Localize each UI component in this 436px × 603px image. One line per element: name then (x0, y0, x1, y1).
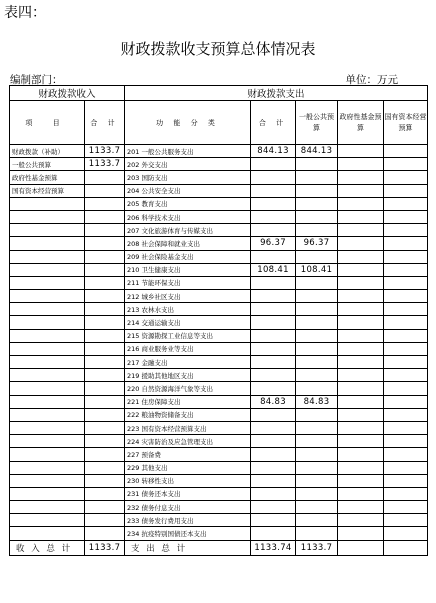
expense-general-cell (296, 421, 338, 434)
expense-general-cell (296, 342, 338, 355)
income-item-cell (10, 237, 85, 250)
income-item-cell (10, 448, 85, 461)
expense-general-cell (296, 290, 338, 303)
income-total-cell (85, 421, 125, 434)
expense-total-cell (251, 197, 296, 210)
expense-category-cell: 213 农林水支出 (125, 303, 251, 316)
table-row (10, 329, 428, 342)
table-row (10, 395, 428, 408)
expense-fund-cell (338, 435, 384, 448)
expense-total-cell (251, 158, 296, 171)
table-row (10, 474, 428, 487)
expense-capital-cell (384, 276, 428, 289)
col-capital-budget-header: 国有资本经营预算 (384, 101, 428, 145)
income-item-cell (10, 276, 85, 289)
income-item-cell (10, 224, 85, 237)
expense-total-cell (251, 356, 296, 369)
income-item-cell (10, 435, 85, 448)
income-total-cell (85, 448, 125, 461)
expense-category-cell: 207 文化旅游体育与传媒支出 (125, 224, 251, 237)
income-total-cell (85, 435, 125, 448)
table-row (10, 276, 428, 289)
table-row (10, 303, 428, 316)
income-total-cell (85, 395, 125, 408)
expense-category-cell: 204 公共安全支出 (125, 184, 251, 197)
expense-fund-cell (338, 276, 384, 289)
expense-total-cell (251, 461, 296, 474)
expense-general-cell (296, 210, 338, 223)
expense-fund-cell (338, 487, 384, 500)
income-item-cell (10, 329, 85, 342)
expense-fund-cell (338, 316, 384, 329)
income-group-header: 财政拨款收入 (10, 86, 125, 101)
table-row (10, 197, 428, 210)
table-row (10, 501, 428, 514)
expense-general-cell (296, 501, 338, 514)
table-row (10, 224, 428, 237)
expense-category-cell: 224 灾害防治及应急管理支出 (125, 435, 251, 448)
table-row (10, 382, 428, 395)
income-total-cell (85, 263, 125, 276)
expense-total-cell: 108.41 (251, 263, 296, 276)
income-total-cell (85, 527, 125, 540)
expense-general-cell (296, 356, 338, 369)
col-fund-budget-header: 政府性基金预算 (338, 101, 384, 145)
expense-category-cell: 216 商业服务业等支出 (125, 342, 251, 355)
table-row (10, 369, 428, 382)
income-item-cell (10, 408, 85, 421)
expense-general-cell (296, 184, 338, 197)
table-row (10, 342, 428, 355)
expense-total-cell (251, 369, 296, 382)
expense-fund-cell (338, 342, 384, 355)
expense-general-cell (296, 448, 338, 461)
expense-group-header: 财政拨款支出 (125, 86, 428, 101)
income-total-cell (85, 487, 125, 500)
expense-category-cell: 222 粮油物资储备支出 (125, 408, 251, 421)
income-item-cell (10, 514, 85, 527)
expense-general-cell (296, 487, 338, 500)
expense-total-cell (251, 184, 296, 197)
income-total-cell (85, 316, 125, 329)
expense-capital-total (384, 540, 428, 555)
col-general-budget-header: 一般公共预算 (296, 101, 338, 145)
expense-capital-cell (384, 329, 428, 342)
table-row (10, 184, 428, 197)
table-row (10, 435, 428, 448)
expense-capital-cell (384, 263, 428, 276)
income-total-cell (85, 369, 125, 382)
income-grand-total: 1133.7 (85, 540, 125, 555)
expense-capital-cell (384, 527, 428, 540)
table-row (10, 237, 428, 250)
expense-fund-cell (338, 250, 384, 263)
income-item-cell: 财政拨款（补助） (10, 145, 85, 158)
income-item-cell (10, 263, 85, 276)
expense-general-cell (296, 224, 338, 237)
income-item-cell (10, 474, 85, 487)
income-total-cell (85, 356, 125, 369)
table-row (10, 263, 428, 276)
expense-total-cell: 844.13 (251, 145, 296, 158)
expense-capital-cell (384, 342, 428, 355)
expense-total-label: 支 出 总 计 (125, 540, 251, 555)
expense-fund-cell (338, 329, 384, 342)
expense-general-cell (296, 158, 338, 171)
income-item-cell (10, 356, 85, 369)
expense-category-cell: 232 债务付息支出 (125, 501, 251, 514)
table-row (10, 171, 428, 184)
income-item-cell (10, 487, 85, 500)
income-item-cell (10, 527, 85, 540)
expense-total-cell (251, 421, 296, 434)
expense-general-cell (296, 329, 338, 342)
expense-fund-cell (338, 514, 384, 527)
income-total-cell (85, 329, 125, 342)
table-row (10, 210, 428, 223)
expense-category-cell: 212 城乡社区支出 (125, 290, 251, 303)
expense-fund-cell (338, 408, 384, 421)
expense-capital-cell (384, 461, 428, 474)
expense-category-cell: 211 节能环保支出 (125, 276, 251, 289)
expense-general-cell (296, 197, 338, 210)
expense-general-total: 1133.7 (296, 540, 338, 555)
expense-general-cell (296, 461, 338, 474)
expense-fund-cell (338, 461, 384, 474)
expense-capital-cell (384, 171, 428, 184)
col-category-header: 功 能 分 类 (125, 101, 251, 145)
expense-capital-cell (384, 356, 428, 369)
expense-capital-cell (384, 395, 428, 408)
expense-category-cell: 227 预备费 (125, 448, 251, 461)
expense-fund-cell (338, 303, 384, 316)
income-total-cell (85, 276, 125, 289)
expense-general-cell (296, 276, 338, 289)
table-row (10, 421, 428, 434)
income-total-cell (85, 514, 125, 527)
expense-total-cell: 96.37 (251, 237, 296, 250)
expense-fund-cell (338, 263, 384, 276)
table-row (10, 461, 428, 474)
income-item-cell: 国有资本经营预算 (10, 184, 85, 197)
expense-capital-cell (384, 158, 428, 171)
expense-capital-cell (384, 197, 428, 210)
totals-row (10, 540, 428, 555)
expense-category-cell: 203 国防支出 (125, 171, 251, 184)
expense-capital-cell (384, 210, 428, 223)
expense-capital-cell (384, 408, 428, 421)
table-row (10, 356, 428, 369)
expense-general-cell (296, 527, 338, 540)
expense-category-cell: 205 教育支出 (125, 197, 251, 210)
income-item-cell (10, 421, 85, 434)
expense-general-cell (296, 171, 338, 184)
expense-fund-cell (338, 474, 384, 487)
expense-total-cell (251, 408, 296, 421)
expense-fund-cell (338, 237, 384, 250)
expense-total-cell (251, 329, 296, 342)
expense-capital-cell (384, 514, 428, 527)
expense-total-cell (251, 250, 296, 263)
table-group-header (10, 86, 428, 101)
expense-fund-cell (338, 448, 384, 461)
income-item-cell (10, 461, 85, 474)
income-item-cell (10, 303, 85, 316)
expense-category-cell: 210 卫生健康支出 (125, 263, 251, 276)
expense-total-cell (251, 501, 296, 514)
income-total-cell: 1133.7 (85, 145, 125, 158)
income-item-cell: 政府性基金预算 (10, 171, 85, 184)
table-row (10, 487, 428, 500)
income-item-cell (10, 369, 85, 382)
expense-total-cell (251, 342, 296, 355)
income-item-cell (10, 210, 85, 223)
income-item-cell (10, 316, 85, 329)
expense-general-cell (296, 250, 338, 263)
expense-general-cell (296, 316, 338, 329)
income-item-cell (10, 382, 85, 395)
income-total-cell (85, 224, 125, 237)
expense-fund-cell (338, 145, 384, 158)
expense-capital-cell (384, 474, 428, 487)
income-total-cell (85, 171, 125, 184)
income-total-cell (85, 290, 125, 303)
expense-fund-cell (338, 184, 384, 197)
income-total-cell (85, 474, 125, 487)
expense-general-cell (296, 514, 338, 527)
expense-total-cell (251, 316, 296, 329)
income-total-cell: 1133.7 (85, 158, 125, 171)
expense-general-cell: 96.37 (296, 237, 338, 250)
expense-category-cell: 220 自然资源海洋气象等支出 (125, 382, 251, 395)
expense-fund-cell (338, 421, 384, 434)
expense-capital-cell (384, 224, 428, 237)
income-item-cell (10, 290, 85, 303)
expense-category-cell: 231 债务还本支出 (125, 487, 251, 500)
expense-general-cell (296, 474, 338, 487)
expense-capital-cell (384, 316, 428, 329)
table-column-header (10, 101, 428, 145)
table-row (10, 290, 428, 303)
expense-total-cell: 84.83 (251, 395, 296, 408)
expense-capital-cell (384, 448, 428, 461)
table-row (10, 158, 428, 171)
table-row (10, 408, 428, 421)
expense-capital-cell (384, 421, 428, 434)
expense-general-cell (296, 382, 338, 395)
expense-category-cell: 215 资源勘探工业信息等支出 (125, 329, 251, 342)
expense-general-cell: 844.13 (296, 145, 338, 158)
expense-fund-cell (338, 224, 384, 237)
income-item-cell (10, 395, 85, 408)
income-item-cell (10, 342, 85, 355)
income-total-cell (85, 303, 125, 316)
expense-total-cell (251, 290, 296, 303)
expense-fund-cell (338, 527, 384, 540)
expense-capital-cell (384, 184, 428, 197)
expense-fund-cell (338, 356, 384, 369)
dept-label: 编制部门： (10, 74, 63, 86)
expense-total-cell (251, 474, 296, 487)
expense-fund-cell (338, 210, 384, 223)
income-total-cell (85, 382, 125, 395)
income-total-cell (85, 197, 125, 210)
expense-fund-cell (338, 501, 384, 514)
expense-category-cell: 206 科学技术支出 (125, 210, 251, 223)
expense-category-cell: 202 外交支出 (125, 158, 251, 171)
income-total-cell (85, 461, 125, 474)
expense-category-cell: 217 金融支出 (125, 356, 251, 369)
page-title: 财政拨款收支预算总体情况表 (120, 40, 316, 58)
expense-capital-cell (384, 303, 428, 316)
expense-capital-cell (384, 382, 428, 395)
expense-capital-cell (384, 250, 428, 263)
expense-grand-total: 1133.74 (251, 540, 296, 555)
expense-category-cell: 209 社会保险基金支出 (125, 250, 251, 263)
expense-fund-cell (338, 395, 384, 408)
income-item-cell (10, 250, 85, 263)
income-total-cell (85, 408, 125, 421)
table-row (10, 527, 428, 540)
expense-capital-cell (384, 145, 428, 158)
expense-category-cell: 229 其他支出 (125, 461, 251, 474)
table-row (10, 514, 428, 527)
expense-category-cell: 214 交通运输支出 (125, 316, 251, 329)
expense-capital-cell (384, 435, 428, 448)
expense-general-cell: 108.41 (296, 263, 338, 276)
income-total-cell (85, 250, 125, 263)
expense-general-cell (296, 303, 338, 316)
budget-table (9, 85, 428, 556)
expense-general-cell: 84.83 (296, 395, 338, 408)
expense-total-cell (251, 487, 296, 500)
expense-fund-total (338, 540, 384, 555)
income-total-cell (85, 210, 125, 223)
expense-capital-cell (384, 369, 428, 382)
table-row (10, 448, 428, 461)
expense-category-cell: 234 抗疫特别国债还本支出 (125, 527, 251, 540)
expense-total-cell (251, 224, 296, 237)
expense-fund-cell (338, 158, 384, 171)
expense-total-cell (251, 171, 296, 184)
income-total-cell (85, 342, 125, 355)
expense-category-cell: 201 一般公共服务支出 (125, 145, 251, 158)
income-item-cell (10, 501, 85, 514)
expense-fund-cell (338, 382, 384, 395)
expense-fund-cell (338, 171, 384, 184)
expense-category-cell: 230 转移性支出 (125, 474, 251, 487)
income-item-cell: 一般公共预算 (10, 158, 85, 171)
income-total-cell (85, 501, 125, 514)
expense-category-cell: 233 债务发行费用支出 (125, 514, 251, 527)
expense-total-cell (251, 448, 296, 461)
unit-label: 单位：万元 (345, 74, 398, 86)
expense-total-cell (251, 382, 296, 395)
table-row (10, 250, 428, 263)
expense-total-cell (251, 210, 296, 223)
income-total-label: 收 入 总 计 (10, 540, 85, 555)
expense-capital-cell (384, 487, 428, 500)
expense-capital-cell (384, 237, 428, 250)
expense-total-cell (251, 276, 296, 289)
expense-total-cell (251, 303, 296, 316)
col-item-header: 项 目 (10, 101, 85, 145)
expense-category-cell: 219 援助其他地区支出 (125, 369, 251, 382)
expense-total-cell (251, 514, 296, 527)
expense-category-cell: 208 社会保障和就业支出 (125, 237, 251, 250)
income-item-cell (10, 197, 85, 210)
expense-capital-cell (384, 501, 428, 514)
table-tag: 表四： (4, 5, 46, 21)
expense-fund-cell (338, 197, 384, 210)
expense-general-cell (296, 435, 338, 448)
col-income-total-header: 合 计 (85, 101, 125, 145)
expense-fund-cell (338, 369, 384, 382)
expense-general-cell (296, 408, 338, 421)
expense-capital-cell (384, 290, 428, 303)
table-row (10, 145, 428, 158)
expense-category-cell: 223 国有资本经营预算支出 (125, 421, 251, 434)
expense-fund-cell (338, 290, 384, 303)
income-total-cell (85, 184, 125, 197)
table-row (10, 316, 428, 329)
expense-category-cell: 221 住房保障支出 (125, 395, 251, 408)
income-total-cell (85, 237, 125, 250)
expense-general-cell (296, 369, 338, 382)
col-expense-total-header: 合 计 (251, 101, 296, 145)
expense-total-cell (251, 527, 296, 540)
expense-total-cell (251, 435, 296, 448)
